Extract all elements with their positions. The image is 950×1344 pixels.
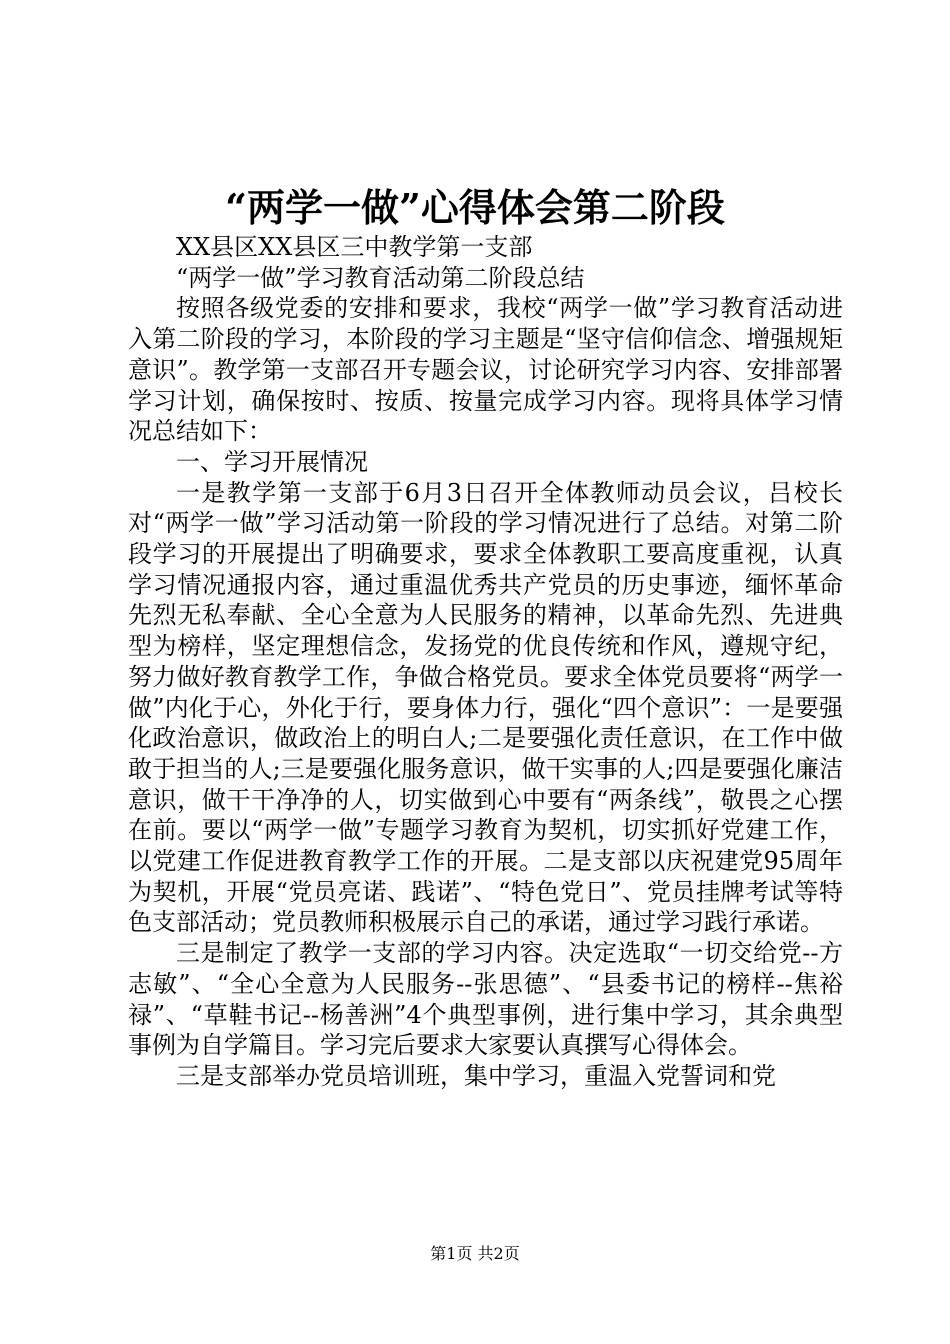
paragraph-branch-name: XX县区XX县区三中教学第一支部 — [176, 233, 533, 261]
paragraph-training: 三是支部举办党员培训班，集中学习，重温入党誓词和党 — [176, 1061, 776, 1090]
paragraph-mobilization: 一是教学第一支部于6月3日召开全体教师动员会议，吕校长对“两学一做”学习活动第一阶段的学习情况进行了总结。对第二阶段学习的开展提出了明确要求，要求全体教职工要高度重视，认真学习情况通报内容，通过重温优秀共产党员的历史事迹，缅怀革命先烈无私奉献、全心全意为人民服务的精神，以革命先烈、先进典型为榜样，坚定理想信念，发扬党的优良传统和作风，遵规守纪，努力做好教育教学工作，争做合格党员。要求全体党员要将“两学一做”内化于心，外化于行，要身体力行，强化“四个意识”：一是要强化政治意识，做政治上的明白人;二是要强化责任意识，在工作中做敢于担当的人;三是要强化服务意识，做干实事的人;四是要强化廉洁意识，做干干净净的人，切实做到心中要有“两条线”，敬畏之心摆在前。要以“两学一做”专题学习教育为契机，切实抓好党建工作，以党建工作促进教育教学工作的开展。二是支部以庆祝建党95周年为契机，开展“党员亮诺、践诺”、“特色党日”、党员挂牌考试等特色支部活动；党员教师积极展示自己的承诺，通过学习践行承诺。 — [128, 478, 843, 937]
section-heading: 一、学习开展情况 — [176, 447, 368, 476]
paragraph-intro: 按照各级党委的安排和要求，我校“两学一做”学习教育活动进入第二阶段的学习，本阶段的学习主题是“坚守信仰信念、增强规矩意识”。教学第一支部召开专题会议，讨论研究学习内容、安排部署学习计划，确保按时、按质、按量完成学习内容。现将具体学习情况总结如下： — [128, 294, 843, 446]
page-footer: 第1页 共2页 — [430, 1244, 520, 1263]
document-body — [128, 232, 843, 1092]
paragraph-subtitle: “两学一做”学习教育活动第二阶段总结 — [176, 263, 585, 292]
document-title: “两学一做”心得体会第二阶段 — [225, 185, 725, 230]
paragraph-study-content: 三是制定了教学一支部的学习内容。决定选取“一切交给党--方志敏”、“全心全意为人民服务--张思德”、“县委书记的榜样--焦裕禄”、“草鞋书记--杨善洲”4个典型事例，进行集中学习，其余典型事例为自学篇目。学习完后要求大家要认真撰写心得体会。 — [128, 939, 843, 1060]
